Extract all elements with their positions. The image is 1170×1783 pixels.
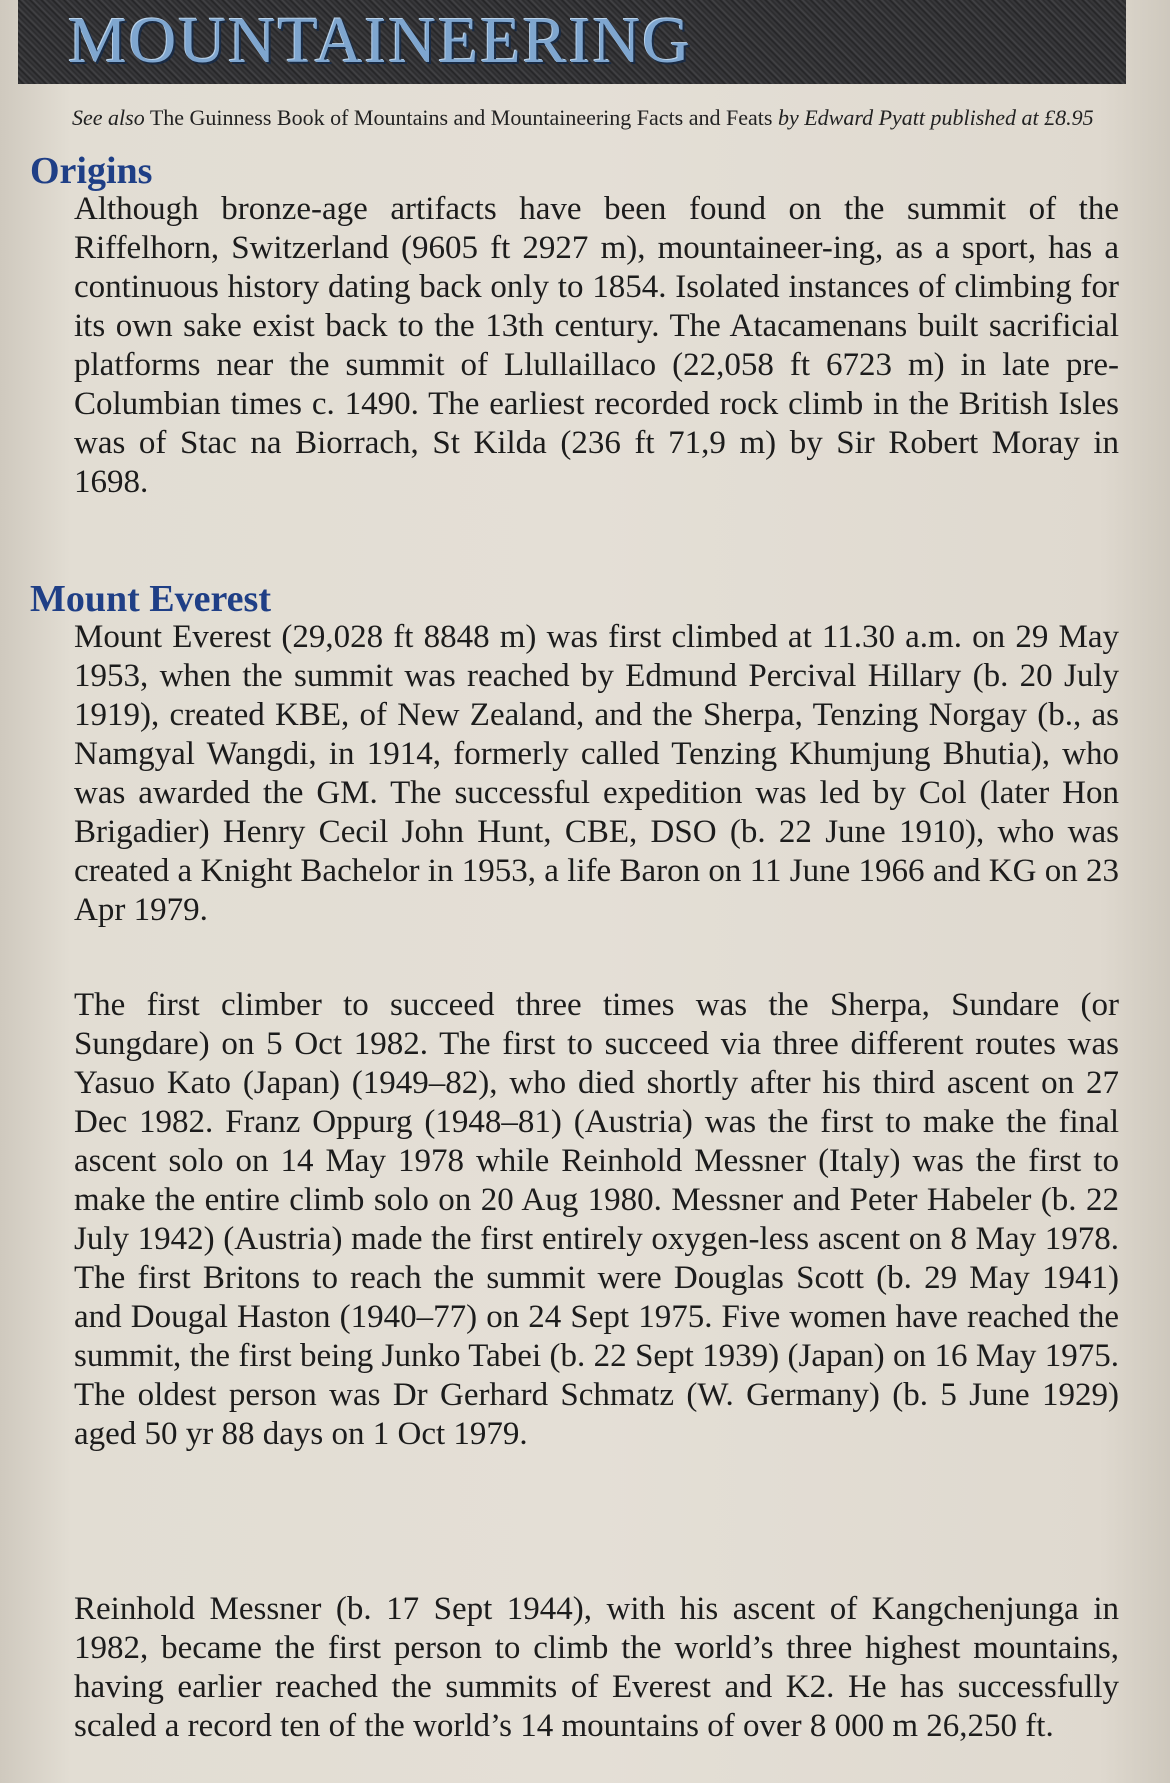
see-also-prefix: See also (72, 105, 145, 130)
everest-text-1: Mount Everest (29,028 ft 8848 m) was first climbed at 11.30 a.m. on 29 May 1953, when the summit was reached by Edmund Percival Hillary (b. 20 July 1919), created KBE, of New Zealand, and the Sherpa, Tenzing Norgay (b., as Namgyal Wangdi, in 1914, formerly called Tenzing Khumjung Bhutia), who was awarded the GM. The successful expedition was led by Col (later Hon Brigadier) Henry Cecil John Hunt, CBE, DSO (b. 22 June 1910), who was created a Knight Bachelor in 1953, a life Baron on 11 June 1966 and KG on 23 Apr 1979. (74, 619, 1119, 928)
everest-text-2: The first climber to succeed three times was the Sherpa, Sundare (or Sungdare) on 5 Oct 1982. The first to succeed via three different routes was Yasuo Kato (Japan) (1949–82), who died shortly after his third ascent on 27 Dec 1982. Franz Oppurg (1948–81) (Austria) was the first to make the final ascent solo on 14 May 1978 while Reinhold Messner (Italy) was the first to make the entire climb solo on 20 Aug 1980. Messner and Peter Habeler (b. 22 July 1942) (Austria) made the first entirely oxygen-less ascent on 8 May 1978. The first Britons to reach the summit were Douglas Scott (b. 29 May 1941) and Dougal Haston (1940–77) on 24 Sept 1975. Five women have reached the summit, the first being Junko Tabei (b. 22 Sept 1939) (Japan) on 16 May 1975. The oldest person was Dr Gerhard Schmatz (W. Germany) (b. 5 June 1929) aged 50 yr 88 days on 1 Oct 1979. (74, 987, 1119, 1452)
origins-text: Although bronze-age artifacts have been found on the summit of the Riffelhorn, Switzerland (9605 ft 2927 m), mountaineer-ing, as a sport, has a continuous history dating back only to 1854. Isolated instances of climbing for its own sake exist back to the 13th century. The Atacamenans built sacrificial platforms near the summit of Llullaillaco (22,058 ft 6723 m) in late pre-Columbian times c. 1490. The earliest recorded rock climb in the British Isles was of Stac na Biorrach, St Kilda (236 ft 71,9 m) by Sir Robert Moray in 1698. (74, 191, 1119, 500)
see-also-note (72, 104, 1122, 131)
see-also-byline: by Edward Pyatt published at £8.95 (777, 105, 1094, 130)
section-title: MOUNTAINEERING (68, 4, 692, 77)
see-also-book-title: The Guinness Book of Mountains and Mountaineering Facts and Feats (149, 105, 773, 130)
origins-paragraph (74, 190, 1119, 502)
everest-text-3: Reinhold Messner (b. 17 Sept 1944), with his ascent of Kangchenjunga in 1982, became the first person to climb the world’s three highest mountains, having earlier reached the summits of Everest and K2. He has successfully scaled a record ten of the world’s 14 mountains of over 8 000 m 26,250 ft. (74, 1591, 1119, 1744)
origins-heading: Origins (30, 150, 153, 192)
section-banner (18, 0, 1126, 84)
everest-paragraph-2 (74, 986, 1119, 1454)
everest-heading: Mount Everest (30, 578, 271, 620)
everest-paragraph-1 (74, 618, 1119, 930)
everest-paragraph-3 (74, 1590, 1119, 1746)
